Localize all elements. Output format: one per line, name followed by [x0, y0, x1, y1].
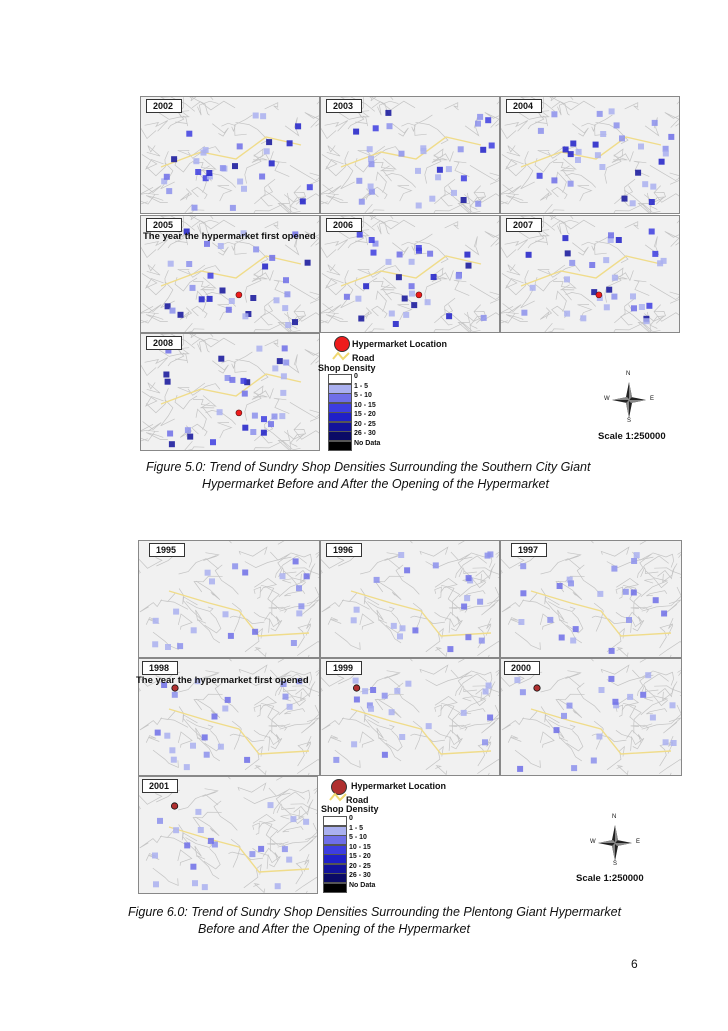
density-swatch [328, 422, 352, 432]
density-swatch [328, 374, 352, 384]
compass-n: N [612, 814, 617, 820]
compass-w: W [590, 839, 596, 845]
density-swatch [328, 403, 352, 413]
density-class-label: 20 - 25 [354, 420, 376, 428]
map-panel-2004 [500, 96, 680, 214]
density-class-row [328, 441, 398, 450]
density-class-label: 0 [349, 815, 353, 822]
density-class-label: 10 - 15 [349, 843, 371, 851]
density-swatch [323, 816, 347, 826]
density-swatch [323, 826, 347, 836]
density-map [321, 659, 499, 775]
compass-s: S [627, 418, 632, 424]
map-panel-1999 [320, 658, 500, 776]
map-panel-2007 [500, 215, 680, 333]
density-swatch [323, 835, 347, 845]
road-legend-label: Road [352, 353, 375, 363]
road-icon [329, 792, 347, 802]
density-swatch [328, 441, 352, 451]
density-class-label: 5 - 10 [354, 392, 372, 399]
caption-line-1: Figure 5.0: Trend of Sundry Shop Densities Surrounding the Southern City Giant [146, 460, 591, 474]
caption-line-2: Hypermarket Before and After the Opening of the Hypermarket [202, 477, 549, 491]
density-map [501, 97, 679, 213]
density-class-label: No Data [354, 439, 381, 447]
year-label: 2006 [326, 218, 362, 232]
density-map [141, 334, 319, 450]
shop-density-title: Shop Density [321, 804, 379, 814]
compass-s: S [613, 861, 618, 867]
density-swatch [323, 873, 347, 883]
density-class-label: No Data [349, 881, 376, 889]
scale-text: Scale 1:250000 [576, 873, 644, 884]
density-swatch [323, 864, 347, 874]
compass-e: E [636, 839, 641, 845]
hypermarket-marker-icon [334, 336, 350, 352]
density-class-label: 20 - 25 [349, 862, 371, 870]
year-label: 1999 [326, 661, 362, 675]
year-label: 1996 [326, 543, 362, 557]
density-class-label: 26 - 30 [349, 872, 371, 879]
density-map [501, 216, 679, 332]
hypermarket-legend-label: Hypermarket Location [351, 781, 447, 791]
year-label: 2005 [146, 218, 182, 232]
map-panel-1997 [500, 540, 682, 658]
density-class-label: 26 - 30 [354, 430, 376, 437]
year-label: 2008 [146, 336, 182, 350]
density-map [321, 97, 499, 213]
year-label: 2004 [506, 99, 542, 113]
density-map [141, 97, 319, 213]
road-icon [332, 351, 350, 361]
density-map [501, 659, 681, 775]
year-label: 1995 [149, 543, 185, 557]
year-label: 2007 [506, 218, 542, 232]
map-panel-1996 [320, 540, 500, 658]
density-swatch [323, 845, 347, 855]
density-swatch [323, 854, 347, 864]
opening-year-note: The year the hypermarket first opened [136, 675, 309, 686]
map-panel-2000 [500, 658, 682, 776]
density-swatch [328, 412, 352, 422]
density-class-label: 10 - 15 [354, 401, 376, 409]
density-class-row [323, 883, 393, 892]
north-arrow [590, 814, 641, 869]
scale-text: Scale 1:250000 [598, 431, 666, 442]
north-arrow [604, 371, 655, 426]
year-label: 1997 [511, 543, 547, 557]
map-panel-2002 [140, 96, 320, 214]
caption-line-1: Figure 6.0: Trend of Sundry Shop Densities Surrounding the Plentong Giant Hypermarket [128, 905, 622, 919]
density-map [321, 541, 499, 657]
figure-5-caption [146, 459, 706, 493]
density-swatch [328, 384, 352, 394]
density-swatch [323, 883, 347, 893]
hypermarket-legend-label: Hypermarket Location [352, 339, 448, 349]
page-number: 6 [631, 957, 638, 971]
shop-density-title: Shop Density [318, 363, 376, 373]
density-map [501, 541, 681, 657]
caption-line-2: Before and After the Opening of the Hypermarket [198, 922, 470, 936]
density-class-label: 1 - 5 [354, 382, 369, 390]
compass-w: W [604, 396, 610, 402]
density-class-label: 1 - 5 [349, 824, 364, 832]
year-label: 1998 [142, 661, 178, 675]
map-panel-2008 [140, 333, 320, 451]
density-class-label: 15 - 20 [349, 853, 371, 860]
compass-e: E [650, 396, 655, 402]
density-class-label: 15 - 20 [354, 411, 376, 418]
compass-n: N [626, 371, 631, 377]
density-class-label: 0 [354, 373, 358, 380]
density-map [139, 541, 319, 657]
density-swatch [328, 393, 352, 403]
figure-6-caption [128, 904, 718, 938]
road-legend-label: Road [346, 795, 369, 805]
map-legend [318, 336, 478, 456]
map-panel-2006 [320, 215, 500, 333]
map-panel-2003 [320, 96, 500, 214]
density-class-label: 5 - 10 [349, 834, 367, 841]
density-map [139, 777, 317, 893]
density-map [321, 216, 499, 332]
year-label: 2001 [142, 779, 178, 793]
year-label: 2000 [504, 661, 540, 675]
opening-year-note: The year the hypermarket first opened [143, 231, 316, 242]
year-label: 2003 [326, 99, 362, 113]
year-label: 2002 [146, 99, 182, 113]
map-panel-2001 [138, 776, 318, 894]
density-swatch [328, 431, 352, 441]
map-panel-1995 [138, 540, 320, 658]
map-legend [321, 779, 481, 899]
